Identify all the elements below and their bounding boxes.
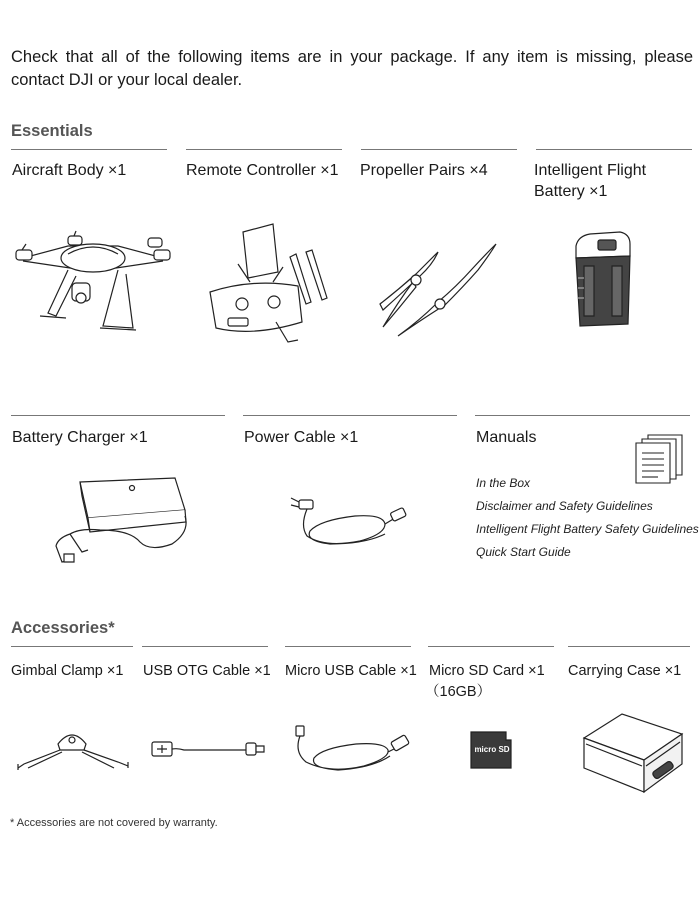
divider [536, 149, 692, 150]
flight-battery-icon [568, 226, 638, 331]
divider [428, 646, 554, 647]
propeller-icon [378, 232, 503, 337]
item-label-aircraft-body: Aircraft Body ×1 [12, 162, 127, 179]
battery-charger-icon [40, 472, 190, 572]
acc-label-usb-otg: USB OTG Cable ×1 [143, 663, 271, 679]
divider [11, 149, 167, 150]
acc-label-carrying-case: Carrying Case ×1 [568, 663, 682, 679]
acc-label-micro-sd: Micro SD Card ×1 [429, 663, 545, 679]
divider [11, 646, 133, 647]
manual-battery-safety: Intelligent Flight Battery Safety Guidelines [476, 522, 699, 536]
divider [142, 646, 268, 647]
item-label-flight-battery: Intelligent Flight Battery ×1 [534, 162, 647, 200]
gimbal-clamp-icon [14, 722, 132, 772]
manual-quick-start: Quick Start Guide [476, 545, 571, 559]
warranty-footnote: * Accessories are not covered by warranty. [10, 817, 218, 829]
divider [475, 415, 690, 416]
item-label-manuals: Manuals [476, 429, 537, 446]
micro-sd-logo-text: micro SD [474, 745, 510, 754]
essentials-title: Essentials [11, 122, 93, 140]
acc-label-micro-usb: Micro USB Cable ×1 [285, 663, 417, 679]
remote-controller-icon [198, 222, 338, 347]
manual-in-the-box: In the Box [476, 476, 531, 490]
item-label-power-cable: Power Cable ×1 [244, 429, 359, 446]
manuals-icon [632, 433, 687, 488]
aircraft-body-icon [8, 228, 173, 338]
item-label-battery-charger: Battery Charger ×1 [12, 429, 148, 446]
item-label-propeller-pairs: Propeller Pairs ×4 [360, 162, 488, 179]
accessories-title: Accessories* [11, 619, 115, 637]
divider [568, 646, 690, 647]
micro-usb-cable-icon [292, 722, 412, 774]
intro-text: Check that all of the following items are in your package. If any item is missing, please contact DJI or your local dealer. [11, 48, 693, 89]
carrying-case-icon [578, 710, 688, 795]
divider [11, 415, 225, 416]
usb-otg-cable-icon [150, 737, 270, 763]
power-cable-icon [285, 486, 410, 551]
divider [361, 149, 517, 150]
acc-label-gimbal-clamp: Gimbal Clamp ×1 [11, 663, 124, 679]
divider [186, 149, 342, 150]
divider [285, 646, 411, 647]
manual-disclaimer: Disclaimer and Safety Guidelines [476, 499, 653, 513]
divider [243, 415, 457, 416]
item-label-remote-controller: Remote Controller ×1 [186, 162, 339, 179]
micro-sd-card-icon [468, 730, 514, 770]
acc-sublabel-micro-sd: （16GB） [425, 684, 492, 700]
